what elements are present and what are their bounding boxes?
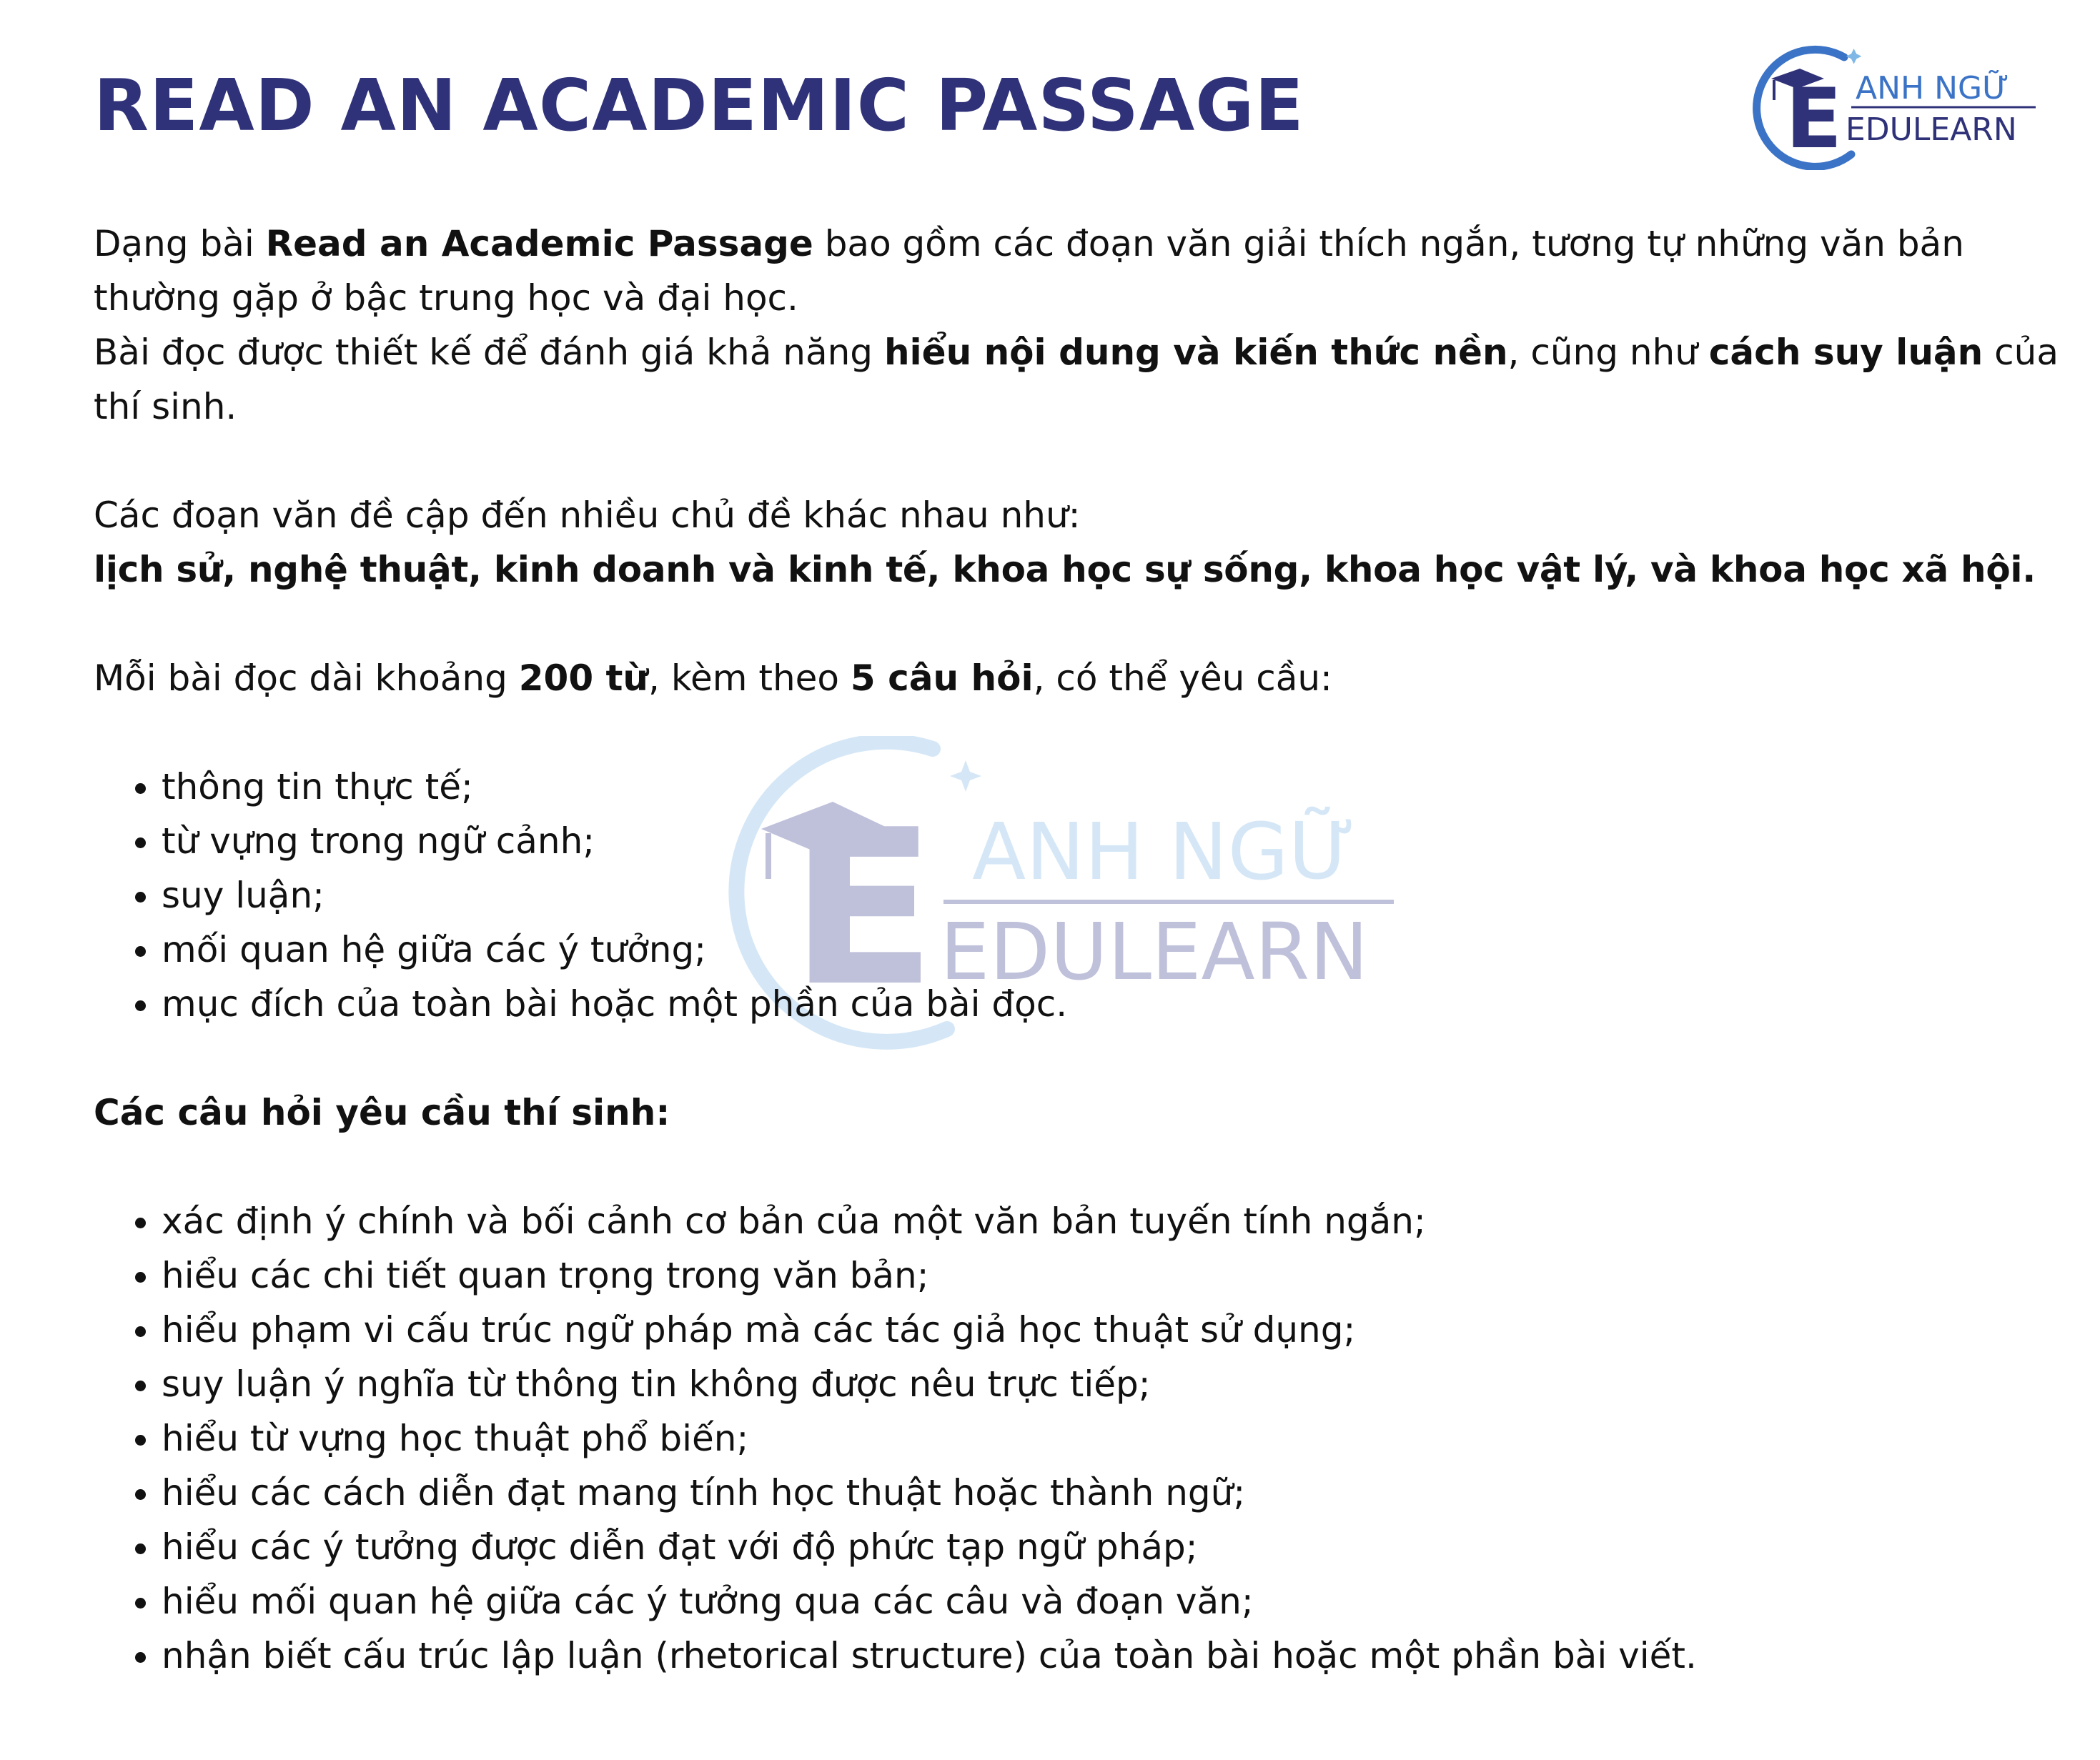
question-types-list: [94, 760, 2074, 1031]
list-item: • từ vựng trong ngữ cảnh;: [162, 814, 2074, 868]
requirements-list: [94, 1194, 2074, 1683]
logo-letter: E: [1786, 71, 1843, 167]
requirements-heading: Các câu hỏi yêu cầu thí sinh:: [94, 1092, 670, 1133]
list-item: • hiểu phạm vi cấu trúc ngữ pháp mà các tác giả học thuật sử dụng;: [162, 1303, 2074, 1357]
list-item: • mối quan hệ giữa các ý tưởng;: [162, 923, 2074, 977]
length-paragraph: Mỗi bài đọc dài khoảng 200 từ, kèm theo 5 câu hỏi, có thể yêu cầu:: [94, 657, 1332, 699]
watermark-line1: ANH NGỮ: [972, 806, 1357, 898]
logo-line2: EDULEARN: [1846, 111, 2017, 148]
intro-paragraph-2: Bài đọc được thiết kế để đánh giá khả năng hiểu nội dung và kiến thức nền, cũng như cách suy luận của thí sinh.: [94, 332, 2059, 427]
list-item: • hiểu các cách diễn đạt mang tính học thuật hoặc thành ngữ;: [162, 1466, 2074, 1520]
intro-paragraph-1: Dạng bài Read an Academic Passage bao gồm các đoạn văn giải thích ngắn, tương tự những văn bản thường gặp ở bậc trung học và đại học.: [94, 223, 1964, 319]
list-item: • mục đích của toàn bài hoặc một phần của bài đọc.: [162, 977, 2074, 1031]
list-item: • nhận biết cấu trúc lập luận (rhetorical structure) của toàn bài hoặc một phần bài viết.: [162, 1629, 2074, 1683]
list-item: • hiểu các chi tiết quan trọng trong văn bản;: [162, 1248, 2074, 1303]
list-item: • hiểu từ vựng học thuật phổ biến;: [162, 1411, 2074, 1466]
list-item: • xác định ý chính và bối cảnh cơ bản của một văn bản tuyến tính ngắn;: [162, 1194, 2074, 1248]
logo-line1: ANH NGỮ: [1856, 70, 2009, 106]
list-item: • suy luận;: [162, 868, 2074, 923]
topics-lead: Các đoạn văn đề cập đến nhiều chủ đề khác nhau như:: [94, 494, 1081, 536]
list-item: • hiểu các ý tưởng được diễn đạt với độ phức tạp ngữ pháp;: [162, 1520, 2074, 1574]
page-title: READ AN ACADEMIC PASSAGE: [94, 64, 1304, 147]
topics-list: lịch sử, nghệ thuật, kinh doanh và kinh tế, khoa học sự sống, khoa học vật lý, và khoa học xã hội.: [94, 549, 2036, 590]
list-item: • thông tin thực tế;: [162, 760, 2074, 814]
watermark-line2: EDULEARN: [940, 906, 1369, 998]
list-item: • hiểu mối quan hệ giữa các ý tưởng qua các câu và đoạn văn;: [162, 1574, 2074, 1629]
watermark-letter: E: [790, 784, 936, 1033]
list-item: • suy luận ý nghĩa từ thông tin không được nêu trực tiếp;: [162, 1357, 2074, 1411]
edulearn-logo: [1744, 41, 2044, 170]
logo-sparkle-icon: [1846, 49, 1862, 64]
document-body: [94, 217, 2074, 1683]
